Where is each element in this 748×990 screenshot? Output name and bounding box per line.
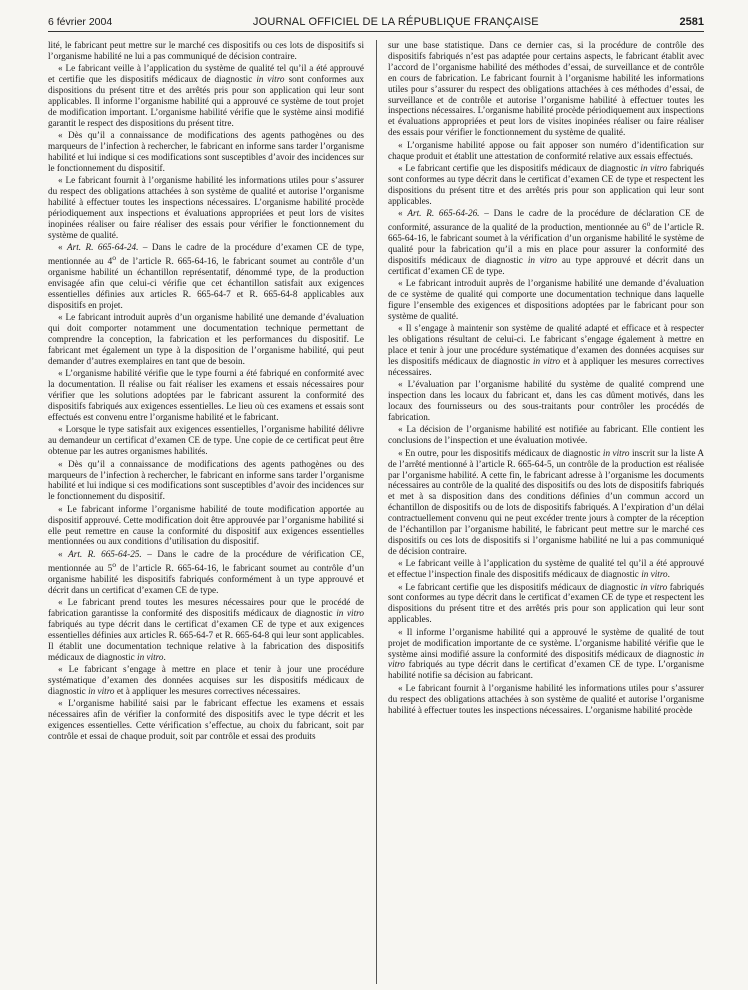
paragraph: « Il s’engage à maintenir son système de qualité adapté et efficace et à respecter les obligations résultant de celui-ci. Le fabricant s’engage également à mettre en place et tenir à jour une procédure systématique d’examen des données acquises sur les dispositifs médicaux de diagnostic in vitro et à appliquer les mesures correctives nécessaires. [388, 323, 704, 377]
paragraph: « Dès qu’il a connaissance de modifications des agents pathogènes ou des marqueurs de l’infection à rechercher, le fabricant en informe sans tarder l’organisme habilité et lui indique si ces modifications sont susceptibles d’avoir des incidences sur le fonctionnement du dispositif. [48, 130, 364, 173]
paragraph: « Lorsque le type satisfait aux exigences essentielles, l’organisme habilité délivre au demandeur un certificat d’examen CE de type. Une copie de ce certificat peut être obtenue par les autres organismes habilités. [48, 424, 364, 457]
paragraph: « Dès qu’il a connaissance de modifications des agents pathogènes ou des marqueurs de l’infection à rechercher, le fabricant en informe sans tarder l’organisme habilité et lui indique si ces modifications sont susceptibles d’avoir des incidences sur le fonctionnement du dispositif. [48, 458, 364, 502]
paragraph: « L’organisme habilité vérifie que le type fourni a été fabriqué en conformité avec la documentation. Il réalise ou fait réaliser les examens et essais nécessaires pour vérifier que les solutions adoptées par le fabricant assurent la conformité des dispositifs fabriqués aux exigences essentielles. Le lieu où ces examens et essais sont effectués est convenu entre l’organisme habilité et le fabricant. [48, 368, 364, 422]
paragraph: « Le fabricant certifie que les dispositifs médicaux de diagnostic in vitro fabriqués sont conformes au type décrit dans le certificat d’examen CE de type et respectent les dispositions du présent titre et des arrêtés pris pour son application qui leur sont applicables. [388, 581, 704, 625]
paragraph: « En outre, pour les dispositifs médicaux de diagnostic in vitro inscrit sur la liste A de l’arrêté mentionné à l’article R. 665-64-5, un contrôle de la production est réalisée par l’organisme habilité. A cette fin, le fabricant adresse à l’organisme les documents nécessaires au contrôle de la qualité des dispositifs ou des lots de dispositifs fabriqués et met à sa disposition dans des conditions définies d’un commun accord un échantillon de dispositifs ou de lots de dispositifs fabriqués. A l’expiration d’un délai contractuellement convenu qui ne peut excéder trente jours à compter de la réception de l’échantillon par l’organisme habilité, le fabricant peut mettre sur le marché ces dispositifs ou ces lots de dispositifs si l’organisme habilité ne lui a pas communiqué de décision contraire. [388, 447, 704, 556]
header-date: 6 février 2004 [48, 16, 113, 28]
page-number: 2581 [679, 16, 704, 28]
paragraph: « Le fabricant fournit à l’organisme habilité les informations utiles pour s’assurer du respect des obligations attachées à son système de qualité et autorise l’organisme habilité à effectuer toutes les inspections nécessaires. L’organisme habilité procède périodiquement aux inspections et évaluations appropriées et peut lors de visites inopinées réaliser ou faire réaliser des essais pour vérifier le fonctionnement du système de qualité. [48, 175, 364, 240]
paragraph: « Le fabricant fournit à l’organisme habilité les informations utiles pour s’assurer du respect des obligations attachées à son système de qualité et autorise l’organisme habilité à effectuer toutes les inspections nécessaires. L’organisme habilité procède [388, 682, 704, 715]
paragraph: lité, le fabricant peut mettre sur le marché ces dispositifs ou ces lots de dispositifs si l’organisme habilité ne lui a pas communiqué de décision contraire. [48, 40, 364, 61]
paragraph: sur une base statistique. Dans ce dernier cas, si la procédure de contrôle des dispositifs fabriqués n’est pas adaptée pour certains aspects, le fabricant établit avec l’accord de l’organisme habilité des méthodes d’essai, de surveillance et de contrôle en cours de fabrication. Le fabricant fournit à l’organisme habilité les informations utiles pour s’assurer du respect des obligations attachées à ces méthodes d’essai, de surveillance et de contrôle et autorise l’organisme habilité à effectuer toutes les inspections nécessaires. L’organisme habilité procède périodiquement aux inspections et évaluations appropriées et peut lors de visites inopinées réaliser ou faire réaliser des essais pour vérifier le fonctionnement du système de qualité. [388, 40, 704, 138]
paragraph: « Le fabricant s’engage à mettre en place et tenir à jour une procédure systématique d’examen des données acquises sur les dispositifs médicaux de diagnostic in vitro et à appliquer les mesures correctives nécessaires. [48, 663, 364, 696]
paragraph: « L’organisme habilité saisi par le fabricant effectue les examens et essais nécessaires afin de vérifier la conformité des dispositifs avec le type décrit et les exigences essentielles. Cette vérification s’effectue, au choix du fabricant, soit par contrôle et essai de chaque produit, soit par contrôle et essai des produits [48, 698, 364, 741]
paragraph: « Le fabricant informe l’organisme habilité de toute modification apportée au dispositif approuvé. Cette modification doit être approuvée par l’organisme habilité si elle peut remettre en cause la conformité du dispositif aux exigences essentielles mentionnées ou aux conditions d’utilisation du dispositif. [48, 503, 364, 547]
paragraph: « La décision de l’organisme habilité est notifiée au fabricant. Elle contient les conclusions de l’inspection et une évaluation motivée. [388, 424, 704, 446]
paragraph: « Art. R. 665-64-24. – Dans le cadre de la procédure d’examen CE de type, mentionnée au 4$^o$ de l’article R. 665-64-16, le fabricant soumet au contrôle d’un organisme habilité un échantillon représentatif, dénommé type, de la production envisagée afin que celui-ci vérifie que cet échantillon satisfait aux exigences essentielles définies aux articles R. 665-64-7 et R. 665-64-8 applicables aux dispositifs en projet. [48, 242, 364, 310]
left-column [48, 40, 364, 984]
paragraph: « Le fabricant veille à l’application du système de qualité tel qu’il a été approuvé et effectue l’inspection finale des dispositifs médicaux de diagnostic in vitro. [388, 558, 704, 580]
column-divider [376, 40, 377, 984]
paragraph: « Art. R. 665-64-26. – Dans le cadre de la procédure de déclaration CE de conformité, assurance de la qualité de la production, mentionnée au 6$^o$ de l’article R. 665-64-16, le fabricant soumet à la vérification d’un organisme habilité le système de qualité pour la fabrication qu’il a mis en place pour assurer la conformité des dispositifs médicaux de diagnostic in vitro au type approuvé et décrit dans un certificat d’examen CE de type. [388, 208, 704, 276]
header-rule [48, 31, 704, 32]
paragraph: « Le fabricant prend toutes les mesures nécessaires pour que le procédé de fabrication garantisse la conformité des dispositifs médicaux de diagnostic in vitro fabriqués au type décrit dans le certificat d’examen CE de type et aux exigences essentielles définies aux articles R. 665-64-7 et R. 665-64-8 qui leur sont applicables. Il établit une documentation technique relative à la fabrication des dispositifs médicaux de diagnostic in vitro. [48, 597, 364, 662]
paragraph: « Il informe l’organisme habilité qui a approuvé le système de qualité de tout projet de modification importante de ce système. L’organisme habilité vérifie que le système ainsi modifié assure la conformité des dispositifs médicaux de diagnostic in vitro fabriqués au type décrit dans le certificat d’examen CE de type. L’organisme habilité notifie sa décision au fabricant. [388, 626, 704, 681]
paragraph: « Le fabricant certifie que les dispositifs médicaux de diagnostic in vitro fabriqués sont conformes au type décrit dans le certificat d’examen CE de type et respectent les dispositions du présent titre et des arrêtés pris pour son application qui leur sont applicables. [388, 162, 704, 206]
text-columns [48, 40, 704, 984]
paragraph: « Le fabricant introduit auprès d’un organisme habilité une demande d’évaluation qui doit comporter notamment une documentation technique permettant de comprendre la conception, la fabrication et les performances du dispositif. Le fabricant met également un type à la disposition de l’organisme habilité, qui peut demander d’autres exemplaires en tant que de besoin. [48, 312, 364, 366]
paragraph: « L’évaluation par l’organisme habilité du système de qualité comprend une inspection dans les locaux du fabricant et, dans les cas dûment motivés, dans les locaux des fournisseurs ou des sous-traitants pour contrôler les procédés de fabrication. [388, 379, 704, 422]
paragraph: « Le fabricant veille à l’application du système de qualité tel qu’il a été approuvé et certifie que les dispositifs médicaux de diagnostic in vitro sont conformes aux dispositions du présent titre et des arrêtés pris pour son application qui leur sont applicables. Il informe l’organisme habilité qui a approuvé ce système de tout projet de modification important. L’organisme habilité vérifie que le système ainsi modifié garantit le respect des dispositions du présent titre. [48, 63, 364, 128]
header-title: JOURNAL OFFICIEL DE LA RÉPUBLIQUE FRANÇAISE [252, 16, 539, 28]
page-header [48, 10, 704, 28]
paragraph: « L’organisme habilité appose ou fait apposer son numéro d’identification sur chaque produit et établit une attestation de conformité relative aux essais effectués. [388, 139, 704, 161]
paragraph: « Art. R. 665-64-25. – Dans le cadre de la procédure de vérification CE, mentionnée au 5$^o$ de l’article R. 665-64-16, le fabricant soumet au contrôle d’un organisme habilité les dispositifs fabriqués conformément à un type approuvé et décrit dans un certificat d’examen CE de type. [48, 548, 364, 595]
paragraph: « Le fabricant introduit auprès de l’organisme habilité une demande d’évaluation de ce système de qualité qui comporte une documentation technique dans laquelle figure l’ensemble des exigences et dispositions adoptées par le fabricant pour son système de qualité. [388, 278, 704, 321]
right-column [388, 40, 704, 984]
